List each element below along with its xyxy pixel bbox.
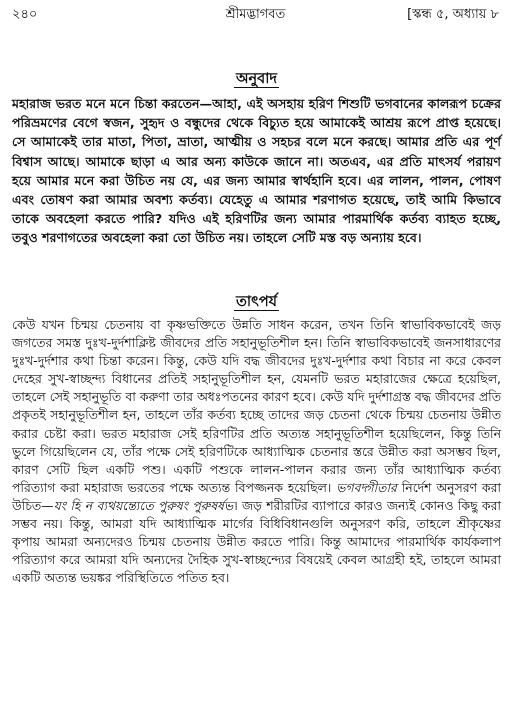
page-number: ২৪০ (12, 7, 38, 22)
book-title: শ্রীমদ্ভাগবত (225, 7, 286, 22)
chapter-reference: [স্কন্ধ ৫, অধ্যায় ৮ (407, 7, 499, 22)
page-header (12, 4, 499, 26)
purport-text (12, 316, 501, 587)
translation-text: মহারাজ ভরত মনে মনে চিন্তা করতেন—আহা, এই অসহায় হরিণ শিশুটি ভগবানের কালরূপ চক্রের পরিভ্রমণের বেগে স্বজন, সুহৃদ ও বন্ধুদের থেকে বিচ্যুত হয়ে আমাকেই আশ্রয় রূপে প্রাপ্ত হয়েছে। সে আমাকেই তার মাতা, পিতা, ভ্রাতা, আত্মীয় ও সহচর বলে মনে করছে। আমার প্রতি এর পূর্ণ বিশ্বাস আছে। আমাকে ছাড়া এ আর অন্য কাউকে জানে না। অতএব, এর প্রতি মাৎসর্য পরায়ণ হয়ে আমার মনে করা উচিত নয় যে, এর জন্য আমার স্বার্থহানি হবে। এর লালন, পালন, পোষণ এবং তোষণ করা আমার অবশ্য কর্তব্য। যেহেতু এ আমার শরণাগত হয়েছে, তাই আমি কিভাবে তাকে অবহেলা করতে পারি? যদিও এই হরিণটির জন্য আমার পারমার্থিক কর্তব্য ব্যাহত হচ্ছে, তবুও শরণাগতের অবহেলা করা তো উচিত নয়। তাহলে সেটি মস্ত বড় অন্যায় হবে। (12, 96, 501, 246)
purport-text-part-2: নির্দেশ অনুসরণ করা উচিত— (12, 479, 502, 513)
purport-text-part-3: । জড় শরীরটির ব্যাপারে কারও জন্যই কোনও কিছু করা সম্ভব নয়। কিন্তু, আমরা যদি আধ্যাত্মিক মার্গের বিধিবিধানগুলি অনুসরণ করি, তাহলে শ্রীকৃষ্ণের কৃপায় আমরা অন্যদেরও চিন্ময় চেতনায় উন্নীত করতে পারি। কিন্তু আমাদের পারমার্থিক কার্যকলাপ পরিত্যাগ করে আমরা যদি অন্যদের দৈহিক সুখ-স্বাচ্ছন্দ্যের বিষয়েই কেবল আগ্রহী হই, তাহলে আমরা একটি অত্যন্ত ভয়ঙ্কর পরিস্থিতিতে পতিত হব। (12, 497, 501, 586)
purport-heading-text: তাৎপর্য (235, 294, 278, 310)
purport-gita-quote: যং হি ন ব্যথয়ন্ত্যেতে পুরুষং পুরুষর্ষভ (53, 497, 234, 513)
purport-gita-reference: ভগবদ্গীতার (336, 479, 397, 495)
translation-heading (0, 68, 513, 92)
purport-text-part-1: কেউ যখন চিন্ময় চেতনায় বা কৃষ্ণভক্তিতে উন্নতি সাধন করেন, তখন তিনি স্বাভাবিকভাবেই জড় জগতের সমস্ত দুঃখ-দুর্দশাক্লিষ্ট জীবদের প্রতি সহানুভূতিশীল হন। তিনি স্বাভাবিকভাবেই জনসাধারণের দুঃখ-দুর্দশার কথা চিন্তা করেন। কিন্তু, কেউ যদি বদ্ধ জীবদের দুঃখ-দুর্দশার কথা বিচার না করে কেবল দেহের সুখ-স্বাচ্ছন্দ্য বিধানের প্রতিই সহানুভূতিশীল হন, যেমনটি ভরত মহারাজের ক্ষেত্রে হয়েছিল, তাহলে সেই সহানুভূতি বা করুণা তার অধঃপতনের কারণ হবে। কেউ যদি দুর্দশাগ্রস্ত বদ্ধ জীবদের প্রতি প্রকৃতই সহানুভূতিশীল হন, তাহলে তাঁর কর্তব্য হচ্ছে তাদের জড় চেতনা থেকে চিন্ময় চেতনায় উন্নীত করার চেষ্টা করা। ভরত মহারাজ সেই হরিণটির প্রতি অত্যন্ত সহানুভূতিশীল হয়েছিলেন, কিন্তু তিনি ভুলে গিয়েছিলেন যে, তাঁর পক্ষে সেই হরিণটিকে আধ্যাত্মিক চেতনার স্তরে উন্নীত করা অসম্ভব ছিল, কারণ সেটি ছিল একটি পশু। একটি পশুকে লালন-পালন করার জন্য তাঁর আধ্যাত্মিক কর্তব্য পরিত্যাগ করা মহারাজ ভরতের পক্ষে অত্যন্ত বিপজ্জনক হয়েছিল। (12, 317, 501, 495)
translation-heading-text: অনুবাদ (235, 71, 278, 87)
purport-heading (0, 291, 513, 315)
